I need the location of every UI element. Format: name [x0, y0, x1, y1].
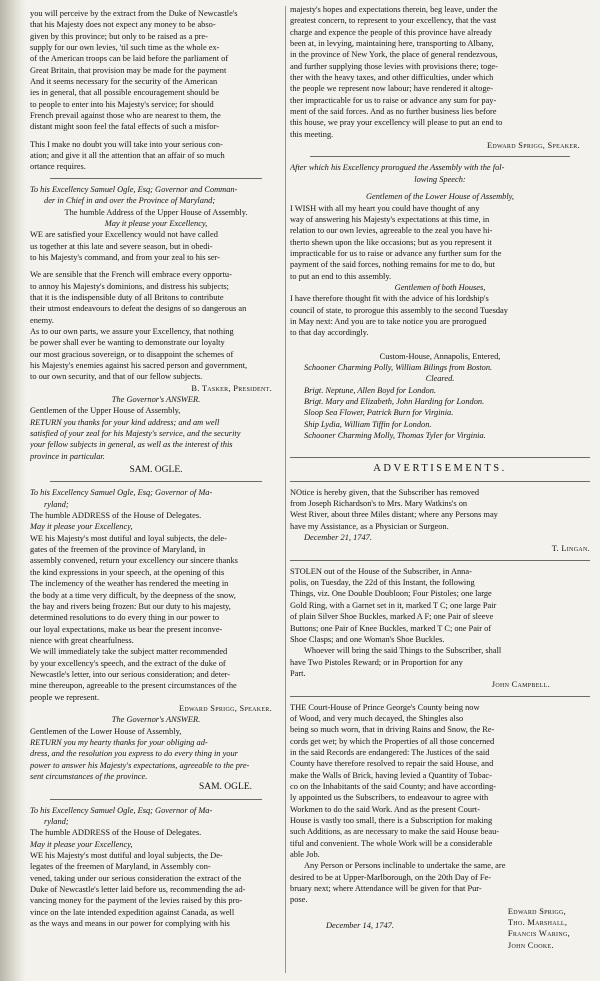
text-line: their utmost endeavours to defeat the designs of so dangerous an — [30, 304, 247, 314]
section-rule — [290, 560, 590, 561]
address-salutation: May it please your Excellency, — [30, 522, 133, 532]
text-line: to his Majesty's command, and from your zeal to his ser- — [30, 252, 220, 262]
speech-heading: lowing Speech: — [414, 174, 466, 184]
text-line: Workmen to do the said Work. And as the present Court- — [290, 804, 480, 814]
text-line: Newcastle's letter, into our serious consideration; and deter- — [30, 669, 231, 679]
signature: B. Tasker, President. — [191, 383, 272, 393]
speech-address: Gentlemen of the Lower House of Assembly, — [365, 192, 515, 202]
signature: Edward Sprigg, — [507, 906, 567, 916]
text-line: This I make no doubt you will take into your serious con- — [30, 139, 223, 149]
upper-house-address — [30, 184, 282, 394]
text-line: power to answer his Majesty's expectations, agreeable to the pre- — [30, 760, 250, 770]
answer-title: The Governor's ANSWER. — [111, 395, 201, 404]
advertisement-stolen — [290, 566, 590, 691]
text-line: cords get wet; by which the Properties of all those concerned — [290, 736, 495, 746]
text-line: As to our own parts, we assure your Excellency, that nothing — [30, 326, 234, 336]
text-line: this house, we pray your excellency will please to put an end to — [290, 118, 503, 128]
text-line: desired to be at Upper-Marlborough, on the 20th Day of Fe- — [290, 872, 492, 882]
answer-title: The Governor's ANSWER. — [111, 715, 201, 725]
text-line: you will perceive by the extract from the Duke of Newcastle's — [30, 9, 238, 18]
text-line: polis, on Tuesday, the 22d of this Instant, the following — [290, 578, 475, 588]
text-line: to people to enter into his Majesty's service; for should — [30, 99, 214, 109]
text-line: Gold Ring, with a Garnet set in it, marked T C; one large Pair — [290, 600, 497, 610]
text-line: his Majesty's enemies against his sacred person and government, — [30, 360, 248, 370]
text-line: our loyal expectations, make us bear the present inconve- — [30, 624, 223, 634]
text-line: Any Person or Persons inclinable to undertake the same, are — [304, 861, 506, 871]
text-line: to our own security, and that of our fellow subjects. — [30, 372, 203, 382]
text-line: legates of the freemen of Maryland, in Assembly con- — [30, 862, 211, 872]
text-line: Part. — [290, 668, 306, 678]
ship-entry: Sloop Sea Flower, Patrick Burn for Virginia. — [304, 408, 454, 418]
address-heading-line: der in Chief in and over the Province of Maryland; — [44, 196, 216, 206]
text-line: people we represent. — [30, 692, 100, 702]
address-heading-line: ryland; — [44, 817, 69, 827]
text-line: Shoe Clasps; and one Woman's Shoe Buckles. — [290, 634, 445, 644]
delegates-address-2 — [30, 805, 282, 930]
text-line: have my Assistance, as a Physician or Surgeon. — [290, 521, 449, 531]
text-line: the bay and rivers being frozen: But our duty to his majesty, — [30, 601, 231, 611]
speech-address: Gentlemen of both Houses, — [394, 282, 486, 292]
text-line: in the said Records are endangered: The Justices of the said — [290, 747, 490, 757]
text-line: given by this province; but only to be raised as a pre- — [30, 31, 208, 41]
text-line: RETURN you thanks for your kind address; and am well — [30, 417, 220, 427]
text-line: WE his Majesty's most dutiful and loyal subjects, the dele- — [30, 533, 227, 543]
signature: Edward Sprigg, Speaker. — [178, 703, 272, 713]
text-line: supply for our own levies, 'til such time as the whole ex- — [30, 43, 220, 53]
text-line: WE are satisfied your Excellency would not have called — [30, 230, 218, 240]
text-line: this meeting. — [290, 129, 334, 139]
governor-answer-upper — [30, 394, 282, 476]
address-heading-line: To his Excellency Samuel Ogle, Esq; Governor of Ma- — [30, 805, 213, 815]
text-line: make the Walls of Brick, having levied a Quantity of Tobac- — [290, 770, 492, 780]
column-divider — [285, 6, 286, 973]
section-rule — [290, 696, 590, 697]
text-line: tiful and convenient. The whole Work will be a considerable — [290, 838, 493, 848]
advertisement-physician — [290, 487, 590, 555]
text-line: by your excellency's speech, and the extract of the duke of — [30, 658, 226, 668]
text-line: have Two Pistoles Reward; or in Proportion for any — [290, 657, 463, 667]
governor-speech-continuation — [30, 8, 282, 173]
text-line: ly appointed us the Subscribers, to endeavour to agree with — [290, 793, 489, 803]
signature: Francis Waring, — [507, 929, 570, 939]
prorogation-speech — [290, 162, 590, 338]
text-line: as the ways and means in our power for complying with his — [30, 919, 230, 929]
text-line: impracticable for us to raise or advance any further sum for the — [290, 248, 502, 258]
text-line: RETURN you my hearty thanks for your obliging ad- — [30, 737, 208, 747]
text-line: ther impracticable for us to raise or advance any sum for pay- — [290, 95, 497, 105]
signature: Tho. Marshall, — [507, 918, 568, 928]
text-line: way of answering his Majesty's expectations at this time, in — [290, 214, 490, 224]
text-line: payment of the said forces, nothing remains for me to do, but — [290, 260, 495, 270]
text-line: Duke of Newcastle's letter laid before us, recommending the ad- — [30, 885, 246, 895]
speech-heading: After which his Excellency prorogued the Assembly with the fol- — [290, 163, 505, 173]
text-line: Great Britain, that provision may be made for the payment — [30, 65, 227, 75]
text-line: I have therefore thought fit with the advice of his lordship's — [290, 294, 489, 304]
governor-answer-lower — [30, 714, 282, 793]
text-line: ies in general, that all possible encouragement should be — [30, 88, 220, 98]
right-column — [290, 4, 590, 974]
text-line: ment of the said forces. And as no further business lies before — [290, 107, 497, 117]
custom-house-heading: Custom-House, Annapolis, Entered, — [379, 351, 501, 361]
text-line: STOLEN out of the House of the Subscriber, in Anna- — [290, 566, 472, 576]
text-line: the people we represent now labour; have rendered it altoge- — [290, 84, 494, 94]
text-line: the kind expressions in your speech, at the opening of this — [30, 567, 225, 577]
text-line: Buttons; one Pair of Knee Buckles, marked T C; one Pair of — [290, 623, 492, 633]
text-line: of plain Silver Shoe Buckles, marked A F; one Pair of sleeve — [290, 612, 494, 622]
signature: John Campbell. — [491, 680, 550, 690]
text-line: dress, and the resolution you express to do every thing in your — [30, 749, 238, 759]
text-line: of the American troops can be laid before the parliament of — [30, 54, 229, 64]
address-salutation: May it please your Excellency, — [104, 218, 208, 228]
text-line: been at, in levying, maintaining here, transporting to Albany, — [290, 39, 494, 49]
address-title: The humble ADDRESS of the House of Delegates. — [30, 511, 202, 521]
text-line: We will immediately take the subject matter recommended — [30, 647, 228, 657]
cleared-heading: Cleared. — [425, 374, 455, 384]
text-line: council of state, to prorogue this assembly to the second Tuesday — [290, 305, 508, 315]
text-line: charge and expence the people of this province have already — [290, 27, 492, 37]
text-line: therto shewn upon the like occasions; but as you represent it — [290, 237, 492, 247]
text-line: that his Majesty does not expect any money to be abso- — [30, 20, 216, 30]
signature: T. Lingan. — [551, 544, 590, 554]
text-line: WE his Majesty's most dutiful and loyal subjects, the De- — [30, 851, 223, 861]
address-heading-line: To his Excellency Samuel Ogle, Esq; Governor and Comman- — [30, 184, 238, 194]
text-line: The inclemency of the weather has rendered the meeting in — [30, 579, 229, 589]
text-line: Things, viz. One Double Doubloon; Four Pistoles; one large — [290, 589, 492, 599]
ad-date: December 21, 1747. — [304, 533, 372, 543]
address-heading-line: To his Excellency Samuel Ogle, Esq; Governor of Ma- — [30, 488, 213, 498]
text-line: province in particular. — [30, 451, 105, 461]
text-line: such Additions, as are necessary to make the said House beau- — [290, 827, 500, 837]
text-line: French prevail against those who are nearest to them, the — [30, 111, 221, 121]
ship-entry: Brigt. Neptune, Allen Boyd for London. — [304, 385, 436, 395]
text-line: our most gracious sovereign, or to disappoint the schemes of — [30, 349, 234, 359]
text-line: and further supplying those levies with provisions there; toge- — [290, 61, 498, 71]
text-line: vancing money for the payment of the levies raised by this pro- — [30, 896, 243, 906]
ship-entry: Schooner Charming Polly, William Bilings from Boston. — [304, 362, 493, 372]
delegates-address-1 — [30, 487, 282, 714]
signature: SAM. OGLE. — [129, 465, 183, 476]
text-line: of Wood, and very much decayed, the Shingles also — [290, 713, 464, 723]
text-line: House is vastly too small, there is a Subscription for making — [290, 816, 493, 825]
section-rule — [50, 799, 262, 800]
address-title: The humble ADDRESS of the House of Delegates. — [30, 828, 202, 838]
text-line: to put an end to this assembly. — [290, 271, 392, 281]
advertisement-court-house — [290, 702, 590, 956]
text-line: NOtice is hereby given, that the Subscriber has removed — [290, 487, 480, 497]
text-line: able Job. — [290, 850, 320, 860]
address-heading-line: ryland; — [44, 499, 69, 509]
ad-footer — [290, 906, 590, 956]
text-line: determined resolutions to do every thing in our power to — [30, 613, 220, 623]
text-line: relation to our own levies, agreeable to the zeal you have hi- — [290, 226, 493, 236]
text-line: co on the Inhabitants of the said County; and have according- — [290, 781, 497, 791]
text-line: enemy. — [30, 315, 54, 325]
text-line: being so much worn, that in driving Rains and Snow, the Re- — [290, 725, 495, 735]
text-line: your fellow subjects in general, as well as the interest of this — [30, 440, 233, 450]
text-line: Gentlemen of the Upper House of Assembly, — [30, 406, 181, 416]
text-line: ortance requires. — [30, 162, 86, 172]
text-line: ther with the heavy taxes, and other difficulties, under which — [290, 73, 494, 83]
page-binding-edge — [0, 0, 26, 981]
text-line: We are sensible that the French will embrace every opportu- — [30, 270, 232, 280]
text-line: be power shall ever be wanting to demonstrate our loyalty — [30, 338, 225, 348]
text-line: greatest concern, to represent to your excellency, that the vast — [290, 16, 497, 26]
text-line: Whoever will bring the said Things to the Subscriber, shall — [304, 646, 502, 656]
section-rule — [290, 481, 590, 482]
ship-entry: Schooner Charming Molly, Thomas Tyler for Virginia. — [304, 431, 486, 441]
left-column — [30, 8, 282, 978]
text-line: County have therefore resolved to repair the said House, and — [290, 759, 494, 769]
address-title: The humble Address of the Upper House of Assembly. — [64, 207, 248, 217]
text-line: majesty's hopes and expectations therein, beg leave, under the — [290, 5, 498, 14]
text-line: in May next: And you are to take notice you are prorogued — [290, 316, 487, 326]
signature: SAM. OGLE. — [198, 782, 252, 793]
text-line: in the province of New York, the place of general rendezvous, — [290, 50, 498, 60]
text-line: satisfied of your zeal for his Majesty's service, and the security — [30, 429, 241, 439]
text-line: Gentlemen of the Lower House of Assembly, — [30, 726, 182, 736]
signature: John Cooke. — [507, 940, 554, 950]
text-line: vince on the late intended expedition against Canada, as well — [30, 907, 235, 917]
text-line: vened, taking under our serious consideration the extract of the — [30, 873, 242, 883]
shipping-news — [290, 351, 590, 442]
ship-entry: Ship Lydia, William Tiffin for London. — [304, 419, 432, 429]
text-line: distant might soon feel the fatal effects of such a misfor- — [30, 122, 219, 132]
advertisements-heading: ADVERTISEMENTS. — [373, 463, 507, 475]
delegates-address-continuation — [290, 4, 590, 151]
text-line: pose. — [290, 895, 308, 905]
text-line: nience with great chearfulness. — [30, 635, 134, 645]
text-line: mine thereupon, agreeable to the present circumstances of the — [30, 681, 237, 691]
text-line: sent circumstances of the province. — [30, 772, 148, 781]
text-line: ation; and give it all the attention that an affair of so much — [30, 151, 225, 161]
section-rule — [50, 481, 262, 482]
ad-date: December 14, 1747. — [326, 920, 394, 930]
text-line: bruary next; where Attendance will be given for that Pur- — [290, 884, 482, 894]
text-line: And it seems necessary for the security of the American — [30, 77, 218, 87]
signature: Edward Sprigg, Speaker. — [486, 141, 580, 151]
ship-entry: Brigt. Mary and Elizabeth, John Harding for London. — [304, 397, 485, 406]
text-line: to that day accordingly. — [290, 328, 369, 338]
text-line: assembly convened, return your excellency our sincere thanks — [30, 556, 238, 566]
section-rule — [50, 178, 262, 179]
text-line: that it is the indispensible duty of all Britons to contribute — [30, 292, 224, 302]
text-line: gates of the freemen of the province of Maryland, in — [30, 545, 206, 555]
address-salutation: May it please your Excellency, — [30, 839, 133, 849]
text-line: the body at a time very difficult, by the deepness of the snow, — [30, 590, 236, 600]
text-line: us together at this late and severe season, but in obedi- — [30, 241, 213, 251]
text-line: from Joseph Richardson's to Mrs. Mary Watkins's on — [290, 499, 468, 509]
text-line: I WISH with all my heart you could have thought of any — [290, 203, 480, 213]
section-rule — [290, 457, 590, 458]
text-line: THE Court-House of Prince George's County being now — [290, 702, 480, 712]
section-rule — [310, 156, 570, 157]
text-line: West River, about three Miles distant; where any Persons may — [290, 510, 498, 520]
text-line: to annoy his Majesty's dominions, and distress his subjects; — [30, 281, 230, 291]
signatories — [508, 906, 570, 951]
